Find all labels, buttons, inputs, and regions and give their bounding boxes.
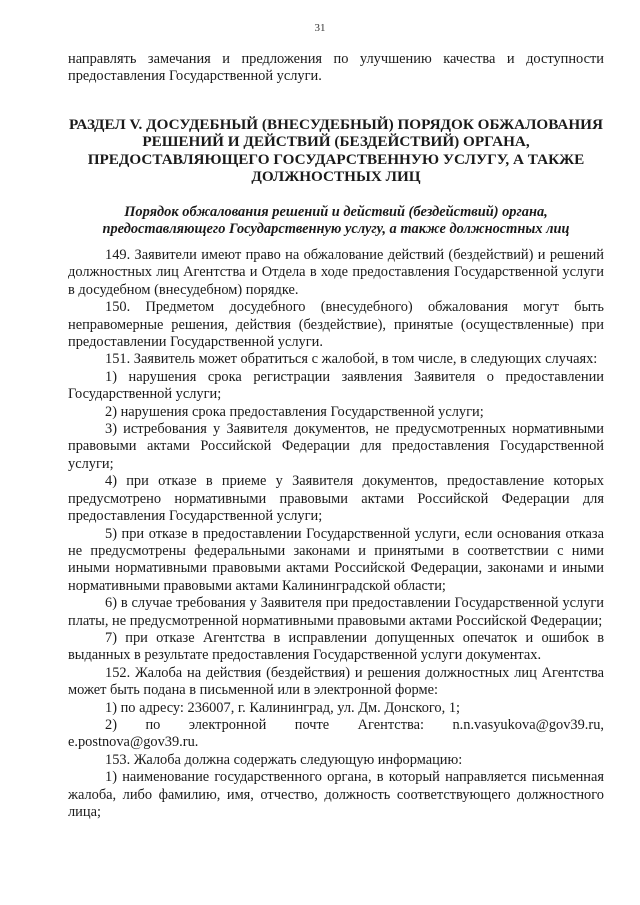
section-title: РАЗДЕЛ V. ДОСУДЕБНЫЙ (ВНЕСУДЕБНЫЙ) ПОРЯДОК ОБЖАЛОВАНИЯ РЕШЕНИЙ И ДЕЙСТВИЙ (БЕЗДЕЙСТВИЙ) ОРГАНА, ПРЕДОСТАВЛЯЮЩЕГО ГОСУДАРСТВЕННУЮ УСЛУГУ, А ТАКЖЕ ДОЛЖНОСТНЫХ ЛИЦ [69, 115, 603, 186]
list-item-151-3: 3) истребования у Заявителя документов, не предусмотренных нормативными правовыми актами Российской Федерации для предоставления Государственной услуги; [68, 421, 604, 472]
list-item-153-1: 1) наименование государственного органа, в который направляется письменная жалоба, либо фамилию, имя, отчество, должность соответствующего должностного лица; [68, 769, 604, 820]
paragraph-149: 149. Заявители имеют право на обжалование действий (бездействий) и решений должностных лиц Агентства и Отдела в ходе предоставления Государственной услуги в досудебном (внесудебном) порядке. [68, 247, 604, 298]
section-subtitle: Порядок обжалования решений и действий (бездействий) органа, предоставляющего Государственную услугу, а также должностных лиц [102, 203, 570, 238]
list-item-152-1: 1) по адресу: 236007, г. Калининград, ул. Дм. Донского, 1; [105, 699, 461, 716]
list-item-151-5: 5) при отказе в предоставлении Государственной услуги, если основания отказа не предусмотрены федеральными законами и принятыми в соответствии с ними иными нормативными правовыми актами Российской Федерации, законами и иными нормативными правовыми актами Калининградской области; [68, 525, 604, 594]
list-item-151-6: 6) в случае требования у Заявителя при предоставлении Государственной услуги платы, не предусмотренной нормативными правовыми актами Российской Федерации; [68, 595, 604, 629]
document-body [68, 51, 604, 821]
list-item-151-2: 2) нарушения срока предоставления Государственной услуги; [105, 403, 484, 420]
page-number: 31 [314, 22, 326, 34]
intro-paragraph: направлять замечания и предложения по улучшению качества и доступности предоставления Государственной услуги. [68, 51, 604, 85]
paragraph-152: 152. Жалоба на действия (бездействия) и решения должностных лиц Агентства может быть подана в письменной или в электронной форме: [68, 664, 604, 699]
list-item-151-7: 7) при отказе Агентства в исправлении допущенных опечаток и ошибок в выданных в результате предоставления Государственной услуги документах. [68, 629, 604, 664]
paragraph-153: 153. Жалоба должна содержать следующую информацию: [105, 751, 463, 768]
list-item-151-1: 1) нарушения срока регистрации заявления Заявителя о предоставлении Государственной услуги; [68, 368, 604, 403]
list-item-152-2: 2) по электронной почте Агентства: n.n.vasyukova@gov39.ru, e.postnova@gov39.ru. [68, 716, 604, 751]
paragraph-150: 150. Предметом досудебного (внесудебного) обжалования могут быть неправомерные решения, действия (бездействие), принятые (осуществленные) при предоставлении Государственной услуги. [68, 299, 604, 351]
list-item-151-4: 4) при отказе в приеме у Заявителя документов, предоставление которых предусмотрено нормативными правовыми актами Российской Федерации для предоставления Государственной услуги; [68, 473, 604, 525]
paragraph-151: 151. Заявитель может обратиться с жалобой, в том числе, в следующих случаях: [105, 351, 598, 368]
